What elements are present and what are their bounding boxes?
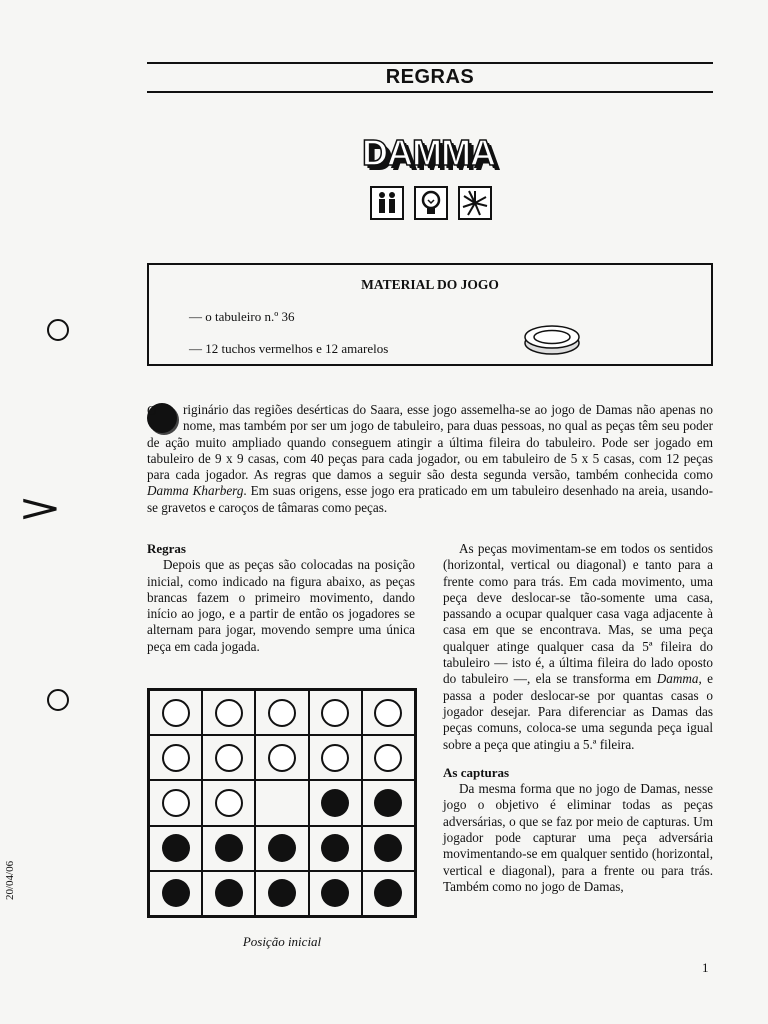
punch-hole-mark <box>47 319 69 341</box>
black-piece <box>268 834 296 862</box>
board-cell <box>149 690 202 735</box>
board-cell <box>202 826 255 871</box>
lightbulb-icon <box>414 186 448 220</box>
board-cell <box>309 690 362 735</box>
white-piece <box>215 744 243 772</box>
margin-chevron-mark: > <box>17 486 63 530</box>
damma-term: Damma <box>656 671 699 687</box>
white-piece <box>162 699 190 727</box>
board-cell <box>202 690 255 735</box>
drop-cap: O <box>147 403 177 433</box>
white-piece <box>374 744 402 772</box>
section-heading-captures: As capturas <box>443 764 510 780</box>
board-cell <box>202 871 255 916</box>
material-item: — o tabuleiro n.º 36 <box>189 309 295 324</box>
white-piece <box>162 789 190 817</box>
side-date-stamp: 20/04/06 <box>4 860 16 900</box>
white-piece <box>215 789 243 817</box>
black-piece <box>321 789 349 817</box>
board-cell <box>202 735 255 780</box>
black-piece <box>321 879 349 907</box>
right-column <box>443 541 713 895</box>
board-cell <box>149 780 202 825</box>
movement-paragraph <box>443 541 713 753</box>
page-number: 1 <box>702 960 709 975</box>
movement-text: As peças movimentam-se em todos os sentidos (horizontal, vertical ou diagonal) e tanto para a frente como para trás. Em cada movimento, uma peça deve deslocar-se tão-somente uma casa, passando a ocupar qualquer casa vaga adjacente à casa em que se encontrava. Mas, se uma peça qualquer atinge qualquer casa da 5ª fileira do tabuleiro — isto é, a última fileira do lado oposto do tabuleiro —, ela se transforma em <box>443 541 713 687</box>
board-cell <box>309 735 362 780</box>
top-rule <box>147 62 713 64</box>
punch-hole-mark <box>47 689 69 711</box>
intro-game-name: Damma Kharberg <box>147 483 244 499</box>
white-piece <box>321 744 349 772</box>
board-cell <box>255 735 308 780</box>
board-cell <box>255 871 308 916</box>
black-piece <box>374 789 402 817</box>
intro-text: riginário das regiões desérticas do Saara, esse jogo assemelha-se ao jogo de Damas não apenas no nome, mas também por ser um jogo de tabuleiro, para duas pessoas, no qual as peças têm seu poder de ação muito ampliado quando conseguem atingir a última fileira do tabuleiro. Pode ser jogado em tabuleiro de 9 x 9 casas, com 40 peças para cada jogador, ou em tabuleiro de 5 x 5 casas, com 12 peças para cada jogador. As regras que damos a seguir são desta segunda versão, também conhecida como <box>147 402 713 483</box>
left-column <box>147 541 415 655</box>
board-cell <box>309 780 362 825</box>
white-piece <box>215 699 243 727</box>
board-cell <box>149 735 202 780</box>
board-cell <box>255 780 308 825</box>
intro-text-end: . Em suas origens, esse jogo era praticado em um tabuleiro desenhado na areia, usando-se gravetos e caroços de tâmaras como peças. <box>147 483 713 515</box>
board-cell <box>362 690 415 735</box>
burst-icon <box>458 186 492 220</box>
black-piece <box>268 879 296 907</box>
board-cell <box>149 871 202 916</box>
movement-text-end: , e passa a poder deslocar-se por quantas casas o jogador desejar. Para diferenciar as Damas das peças comuns, coloca-se uma segunda peça igual sobre a peça que atingiu a 5.ª fileira. <box>443 671 713 752</box>
white-piece <box>268 699 296 727</box>
page-title: REGRAS <box>385 66 475 88</box>
rules-paragraph: Depois que as peças são colocadas na posição inicial, como indicado na figura abaixo, as peças brancas fazem o primeiro movimento, dando início ao jogo, e a partir de então os jogadores se alternam para jogar, movendo sempre uma única peça em cada jogada. <box>147 557 415 654</box>
intro-paragraph <box>147 402 713 516</box>
black-piece <box>162 834 190 862</box>
initial-position-board <box>147 688 417 918</box>
board-cell <box>255 690 308 735</box>
black-piece <box>374 834 402 862</box>
board-caption: Posição inicial <box>242 934 322 949</box>
material-box <box>147 263 713 366</box>
material-item: — 12 tuchos vermelhos e 12 amarelos <box>189 341 389 356</box>
game-piece-icon <box>521 317 583 357</box>
black-piece <box>374 879 402 907</box>
board-cell <box>362 871 415 916</box>
damma-logo: DAMMA <box>362 132 495 173</box>
board-cell <box>362 826 415 871</box>
black-piece <box>215 879 243 907</box>
board-cell <box>362 780 415 825</box>
board-cell <box>309 871 362 916</box>
captures-paragraph: Da mesma forma que no jogo de Damas, nesse jogo o objetivo é eliminar todas as peças adversárias, o que se faz por meio de capturas. Um jogador pode capturar uma peça adversária movimentando-se em qualquer sentido (horizontal, vertical e diagonal), para a frente ou para trás. Também como no jogo de Damas, <box>443 781 713 894</box>
white-piece <box>321 699 349 727</box>
black-piece <box>215 834 243 862</box>
section-heading-rules: Regras <box>147 541 186 556</box>
white-piece <box>268 744 296 772</box>
title-underline <box>147 91 713 93</box>
black-piece <box>321 834 349 862</box>
board-cell <box>309 826 362 871</box>
people-icon <box>370 186 404 220</box>
material-title: MATERIAL DO JOGO <box>361 277 499 292</box>
white-piece <box>162 744 190 772</box>
board-cell <box>255 826 308 871</box>
white-piece <box>374 699 402 727</box>
board-cell <box>362 735 415 780</box>
black-piece <box>162 879 190 907</box>
board-cell <box>149 826 202 871</box>
board-cell <box>202 780 255 825</box>
